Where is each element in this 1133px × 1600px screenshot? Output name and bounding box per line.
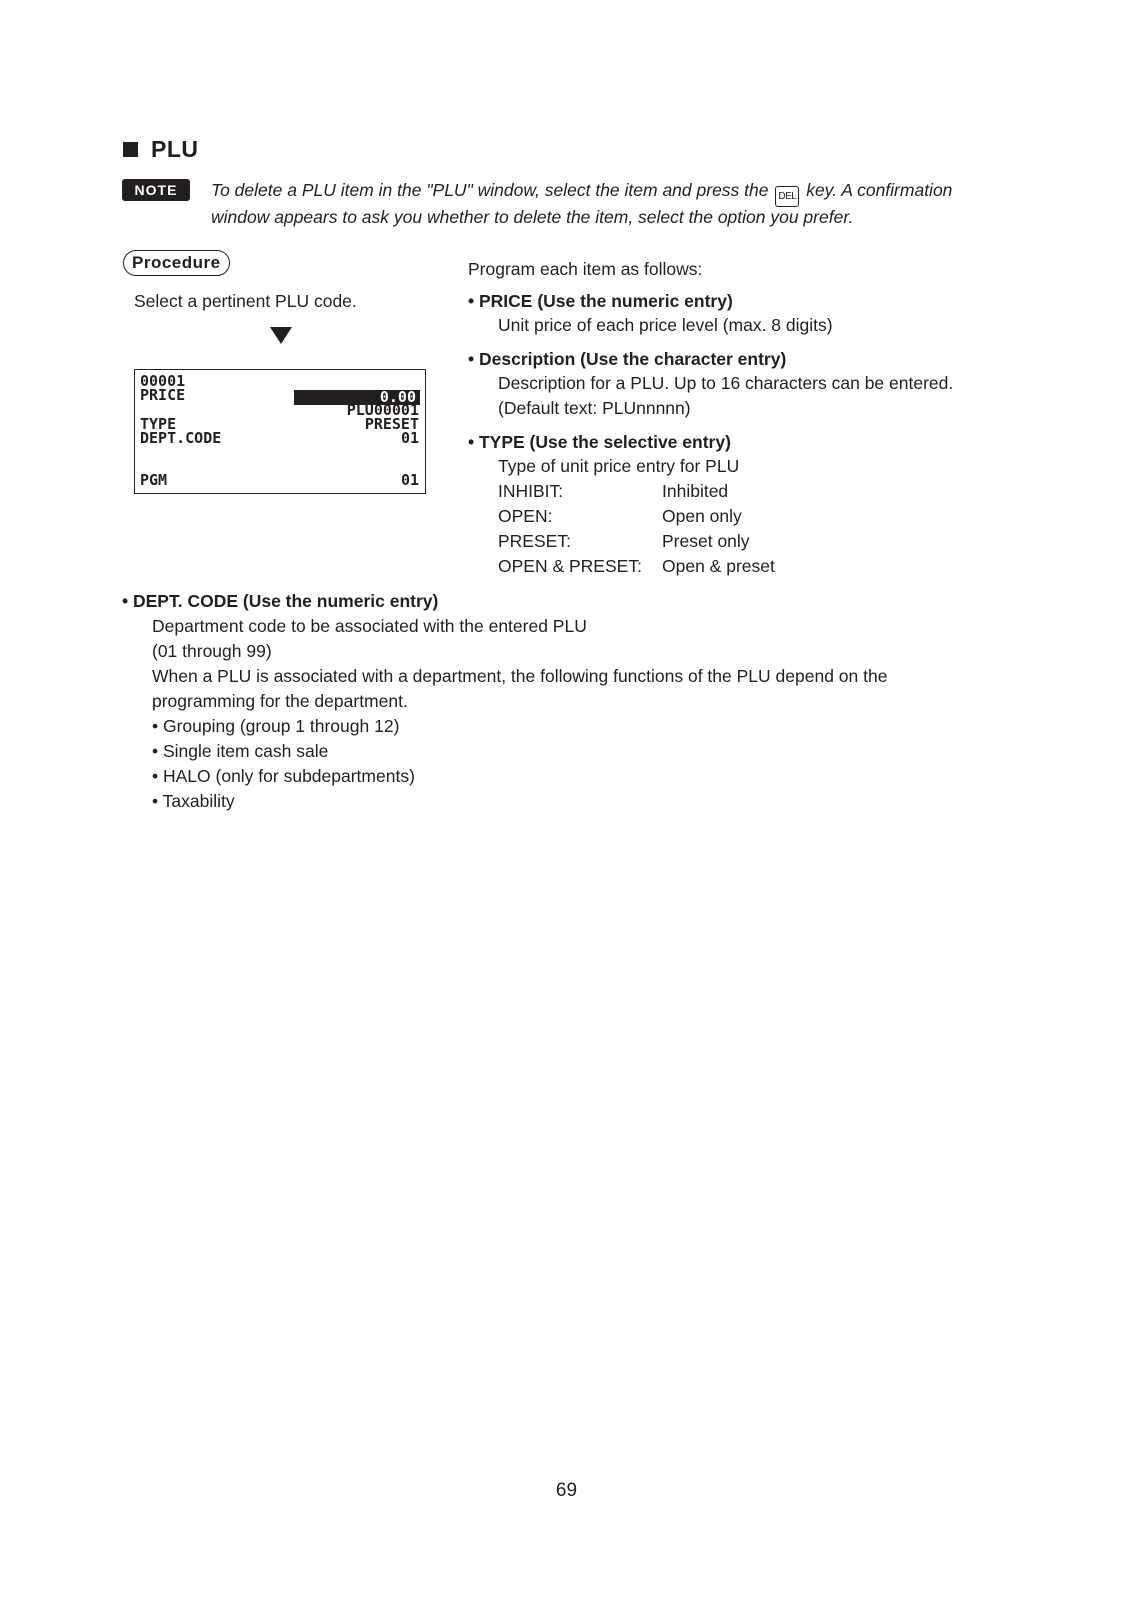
type-option-value: Open only	[662, 506, 742, 526]
lcd-dept-value: 01	[400, 429, 419, 447]
note-badge: NOTE	[122, 179, 190, 201]
type-option-value: Preset only	[662, 531, 750, 551]
description-title: • Description (Use the character entry)	[468, 349, 787, 369]
section-heading	[123, 136, 199, 163]
description-desc1: Description for a PLU. Up to 16 characters can be entered.	[498, 373, 954, 393]
type-option-value: Open & preset	[662, 556, 775, 576]
type-option-key: PRESET:	[498, 531, 571, 551]
procedure-badge: Procedure	[123, 250, 230, 276]
program-intro: Program each item as follows:	[468, 259, 703, 279]
lcd-description-value: PLU00001	[346, 401, 419, 419]
type-option-key: OPEN:	[498, 506, 553, 526]
lcd-dept-label: DEPT.CODE	[140, 429, 222, 447]
note-text	[211, 180, 952, 227]
dept-desc3: When a PLU is associated with a department, the following functions of the PLU depend on the	[152, 666, 888, 686]
price-desc: Unit price of each price level (max. 8 digits)	[498, 315, 833, 335]
dept-title: • DEPT. CODE (Use the numeric entry)	[122, 591, 439, 611]
type-desc: Type of unit price entry for PLU	[498, 456, 740, 476]
dept-bullet: • HALO (only for subdepartments)	[152, 766, 415, 786]
type-title: • TYPE (Use the selective entry)	[468, 432, 731, 452]
dept-bullet: • Single item cash sale	[152, 741, 329, 761]
dept-desc2: (01 through 99)	[152, 641, 272, 661]
section-title: PLU	[151, 136, 199, 162]
lcd-price-value: 0.00	[294, 390, 420, 405]
lcd-price-label: PRICE	[140, 386, 186, 404]
square-bullet-icon	[123, 142, 138, 157]
dept-desc4: programming for the department.	[152, 691, 408, 711]
description-desc2: (Default text: PLUnnnnn)	[498, 398, 691, 418]
lcd-pgm-label: PGM	[140, 471, 168, 489]
lcd-display	[134, 369, 426, 494]
type-option-key: OPEN & PRESET:	[498, 556, 642, 576]
dept-bullet: • Taxability	[152, 791, 235, 811]
type-option-value: Inhibited	[662, 481, 729, 501]
lcd-type-label: TYPE	[140, 415, 177, 433]
down-arrow-icon	[270, 327, 292, 344]
procedure-step: Select a pertinent PLU code.	[134, 291, 357, 311]
note-text-before: To delete a PLU item in the "PLU" window, select the item and press the	[211, 180, 769, 200]
price-title: • PRICE (Use the numeric entry)	[468, 291, 733, 311]
del-key-icon: DEL	[775, 186, 799, 207]
lcd-type-value: PRESET	[364, 415, 419, 433]
page-number: 69	[555, 1480, 578, 1501]
dept-bullet: • Grouping (group 1 through 12)	[152, 716, 400, 736]
dept-desc1: Department code to be associated with the entered PLU	[152, 616, 587, 636]
lcd-code: 00001	[140, 372, 186, 390]
lcd-pgm-value: 01	[400, 471, 419, 489]
note-text-after: key. A confirmation	[806, 180, 953, 200]
type-option-key: INHIBIT:	[498, 481, 564, 501]
note-text-line2: window appears to ask you whether to delete the item, select the option you prefer.	[211, 207, 854, 227]
